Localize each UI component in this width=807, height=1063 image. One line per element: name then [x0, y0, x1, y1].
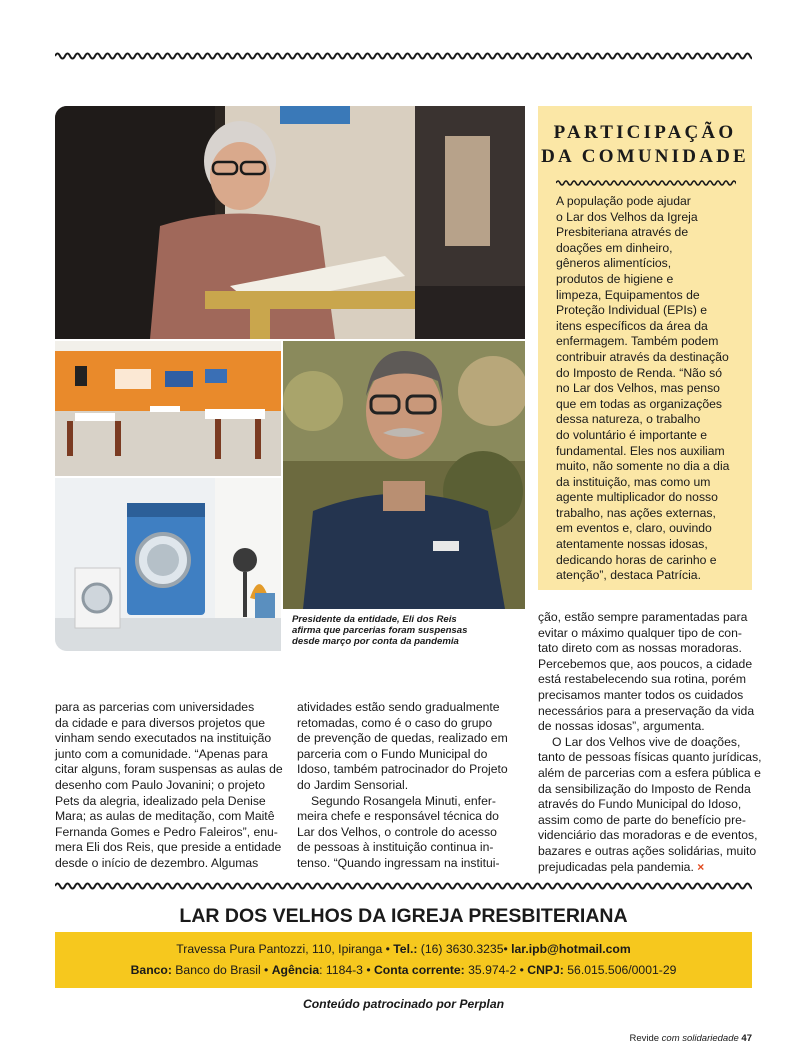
sidebar-line: itens específicos da área da: [556, 318, 708, 333]
sidebar-line: doações em dinheiro,: [556, 240, 673, 255]
sidebar-line: dessa natureza, o trabalho: [556, 412, 701, 427]
caption-line: Presidente da entidade, Eli dos Reis: [292, 614, 457, 625]
article-line: desenho com Paulo Jovanini; o projeto: [55, 777, 266, 792]
section-name: com solidariedade: [661, 1033, 739, 1044]
article-line: Lar dos Velhos, o controle do acesso: [297, 824, 497, 839]
article-line: Percebemos que, aos poucos, a cidade: [538, 656, 753, 671]
article-line: Pets da alegria, idealizado pela Denise: [55, 793, 266, 808]
sponsor-credit: Conteúdo patrocinado por Perplan: [302, 997, 505, 1011]
article-line: O Lar dos Velhos vive de doações,: [552, 734, 741, 749]
article-line: está restabelecendo sua rotina, porém: [538, 672, 746, 687]
article-line: atividades estão sendo gradualmente: [297, 700, 500, 714]
sidebar-wavy-divider: [556, 178, 736, 188]
page-number: 47: [741, 1033, 752, 1044]
sidebar-line: Presbiteriana através de: [556, 225, 689, 240]
sidebar-line: Proteção Individual (EPIs) e: [556, 303, 708, 318]
separator: •: [503, 942, 512, 956]
article-last-line: [538, 860, 752, 876]
magazine-name: Revide: [629, 1033, 660, 1044]
sidebar-line: dedicando horas de carinho e: [556, 552, 717, 567]
sidebar-line: em eventos e, claro, ouvindo: [556, 521, 712, 536]
photo-laundry-room: [55, 478, 281, 651]
article-line: evitar o máximo qualquer tipo de con-: [538, 625, 742, 640]
article-line: tato direto com as nossas moradoras.: [538, 641, 742, 656]
community-participation-sidebar: [538, 106, 752, 590]
sidebar-line: contribuir através da destinação: [556, 349, 729, 364]
photo-eli-dos-reis-portrait: [283, 341, 525, 609]
sidebar-line: que em todas as organizações: [556, 396, 722, 411]
photo-dining-room: [55, 341, 281, 476]
article-line: assim como de parte do benefício pre-: [538, 812, 746, 827]
sidebar-line: produtos de higiene e: [556, 271, 674, 286]
bank-label: Banco:: [130, 963, 172, 977]
sidebar-title-line-1: PARTICIPAÇÃO: [553, 122, 737, 143]
account-label: Conta corrente:: [374, 963, 465, 977]
sidebar-line: atenção”, destaca Patrícia.: [556, 568, 701, 583]
article-line: videnciário das moradoras e de eventos,: [538, 828, 758, 843]
address: Travessa Pura Pantozzi, 110, Ipiranga •: [176, 942, 394, 956]
article-line: tanto de pessoas físicas quanto jurídicas,: [538, 750, 762, 765]
caption-line: afirma que parcerias foram suspensas: [292, 625, 468, 636]
article-line: de prevenção de quedas, realizado em: [297, 731, 508, 746]
article-column-3: [538, 610, 762, 875]
bank-name: Banco do Brasil •: [171, 963, 272, 977]
sidebar-line: agente multiplicador do nosso: [556, 490, 718, 505]
account-number: 35.974-2 •: [464, 963, 528, 977]
article-line: da sensibilização do Imposto de Renda: [538, 781, 751, 796]
sidebar-line: gêneros alimentícios,: [556, 256, 672, 271]
article-line: parceria com o Fundo Municipal do: [297, 746, 488, 761]
article-line: de nossas idosas”, argumenta.: [538, 719, 705, 734]
agency-label: Agência: [271, 963, 320, 977]
photo-caption: [292, 614, 524, 647]
article-line: do Jardim Sensorial.: [297, 777, 409, 792]
article-column-2: [297, 700, 527, 872]
bottom-wavy-divider: [55, 880, 752, 892]
sidebar-line: da instituição, mas como um: [556, 474, 711, 489]
article-line: mera Eli dos Reis, que preside a entidade: [55, 840, 282, 855]
organization-name: LAR DOS VELHOS DA IGREJA PRESBITERIANA: [179, 905, 628, 927]
page-footer: [629, 1033, 752, 1044]
article-line: Mara; as aulas de meditação, com Maitê: [55, 809, 275, 824]
article-line: Idoso, também patrocinador do Projeto: [297, 762, 508, 777]
article-line: da cidade e para diversos projetos que: [55, 715, 266, 730]
photo-elderly-woman-reading: [55, 106, 525, 339]
article-line: ção, estão sempre paramentadas para: [538, 610, 748, 624]
sidebar-line: enfermagem. Também podem: [556, 334, 719, 349]
contact-info-box: [55, 932, 752, 988]
article-line: além de parcerias com a esfera pública e: [538, 765, 761, 780]
article-line: tenso. “Quando ingressam na institui-: [297, 855, 500, 870]
article-line: através do Fundo Municipal do Idoso,: [538, 797, 742, 812]
telephone[interactable]: (16) 3630.3235: [417, 942, 504, 956]
email-link[interactable]: lar.ipb@hotmail.com: [511, 942, 631, 956]
sidebar-line: A população pode ajudar: [556, 194, 691, 208]
article-line: Fernanda Gomes e Pedro Faleiros”, enu-: [55, 824, 278, 839]
cnpj-number: 56.015.506/0001-29: [563, 963, 677, 977]
article-line: de pessoas à instituição continua in-: [297, 840, 494, 855]
article-line-text: prejudicadas pela pandemia.: [538, 859, 694, 874]
article-line: retomadas, como é o caso do grupo: [297, 715, 493, 730]
article-line: necessários para a preservação da vida: [538, 703, 755, 718]
contact-line-1: [55, 942, 752, 956]
article-line: junto com a comunidade. “Apenas para: [55, 746, 268, 761]
article-line: bazares e outras ações solidárias, muito: [538, 843, 757, 858]
article-line: precisamos manter todos os cuidados: [538, 687, 744, 702]
article-line: desde o início de dezembro. Algumas: [55, 855, 259, 870]
sidebar-line: do Imposto de Renda. “Não só: [556, 365, 722, 380]
sidebar-line: trabalho, nas ações externas,: [556, 505, 716, 520]
article-line: para as parcerias com universidades: [55, 700, 255, 714]
sidebar-line: no Lar dos Velhos, mas penso: [556, 381, 720, 396]
article-line: vinham sendo executados na instituição: [55, 731, 272, 746]
top-wavy-divider: [55, 50, 752, 62]
sidebar-line: o Lar dos Velhos da Igreja: [556, 209, 698, 224]
tel-label: Tel.:: [393, 942, 418, 956]
article-line: citar alguns, foram suspensas as aulas de: [55, 762, 283, 777]
sidebar-line: limpeza, Equipamentos de: [556, 287, 700, 302]
sidebar-line: do voluntário é importante e: [556, 427, 708, 442]
sidebar-line: fundamental. Eles nos auxiliam: [556, 443, 725, 458]
cnpj-label: CNPJ:: [527, 963, 564, 977]
article-line: meira chefe e responsável técnica do: [297, 809, 499, 824]
agency-number: : 1184-3 •: [319, 963, 374, 977]
contact-line-2: [55, 963, 752, 977]
caption-line: desde março por conta da pandemia: [292, 636, 459, 647]
end-mark-icon: ×: [697, 859, 705, 874]
sidebar-body: [556, 194, 752, 584]
sidebar-title-line-2: DA COMUNIDADE: [541, 146, 749, 167]
article-column-1: [55, 700, 285, 872]
sidebar-line: atentamente nossas idosas,: [556, 537, 708, 552]
sidebar-line: muito, não somente no dia a dia: [556, 459, 730, 474]
article-line: Segundo Rosangela Minuti, enfer-: [311, 793, 496, 808]
